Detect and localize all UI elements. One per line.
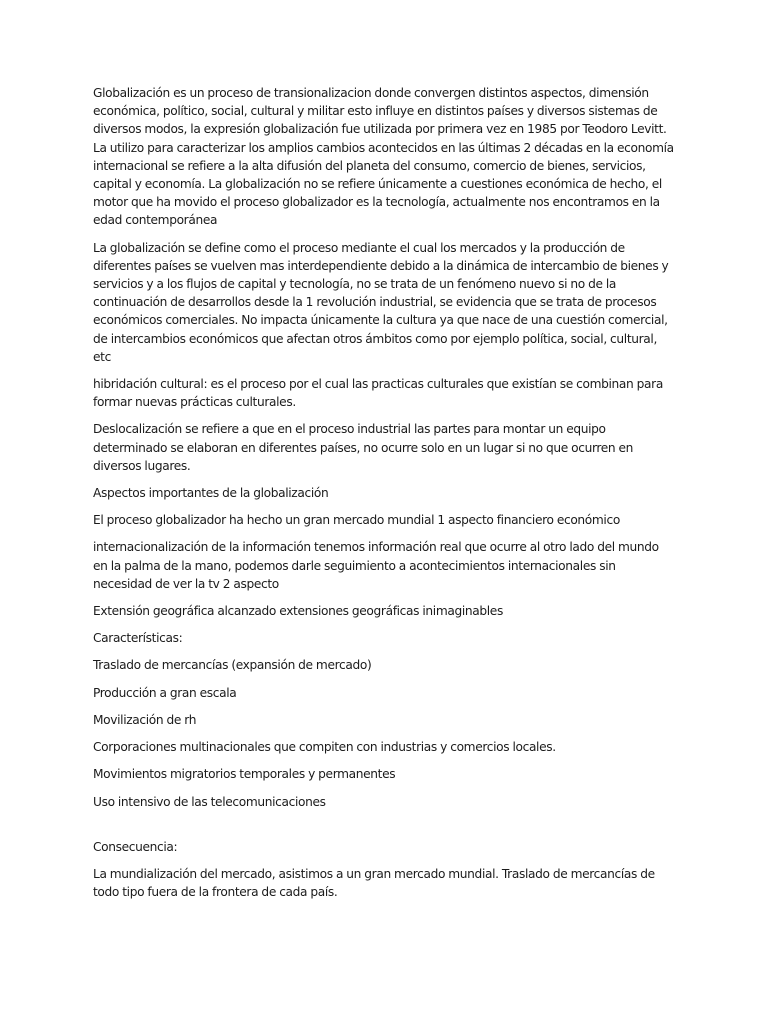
paragraph-extension-geografica: Extensión geográfica alcanzado extensiones geográficas inimaginables — [93, 604, 503, 619]
paragraph-deslocalizacion: Deslocalización se refiere a que en el proceso industrial las partes para montar un equipo determinado se elaboran en diferentes países, no ocurre solo en un lugar si no que ocurren en diversos lugares. — [93, 422, 634, 473]
heading-caracteristicas: Características: — [93, 631, 183, 646]
heading-consecuencia: Consecuencia: — [93, 839, 178, 854]
list-item-movilizacion: Movilización de rh — [93, 712, 197, 727]
list-item-telecomunicaciones: Uso intensivo de las telecomunicaciones — [93, 794, 326, 809]
list-item-corporaciones: Corporaciones multinacionales que compiten con industrias y comercios locales. — [93, 740, 556, 755]
document-page — [93, 84, 675, 910]
paragraph-globalizacion-proceso: La globalización se define como el proceso mediante el cual los mercados y la producción de diferentes países se vuelven mas interdependiente debido a la dinámica de intercambio de bienes y servicios y a los flujos de capital y tecnología, no se trata de un fenómeno nuevo si no de la continuación de desarrollos desde la 1 revolución industrial, se evidencia que se trata de procesos económicos comerciales. No impacta únicamente la cultura ya que nace de una cuestión comercial, de intercambios económicos que afectan otros ámbitos como por ejemplo política, social, cultural, etc — [93, 240, 669, 364]
heading-aspectos-importantes: Aspectos importantes de la globalización — [93, 486, 329, 501]
paragraph-mundializacion: La mundialización del mercado, asistimos a un gran mercado mundial. Traslado de mercancías de todo tipo fuera de la frontera de cada país. — [93, 866, 655, 900]
paragraph-aspecto-financiero: El proceso globalizador ha hecho un gran mercado mundial 1 aspecto financiero económico — [93, 513, 620, 528]
list-item-movimientos: Movimientos migratorios temporales y permanentes — [93, 767, 396, 782]
paragraph-hibridacion-cultural: hibridación cultural: es el proceso por el cual las practicas culturales que existían se combinan para formar nuevas prácticas culturales. — [93, 377, 663, 410]
list-item-traslado: Traslado de mercancías (expansión de mercado) — [93, 658, 372, 673]
list-item-produccion: Producción a gran escala — [93, 685, 237, 700]
paragraph-internacionalizacion: internacionalización de la información tenemos información real que ocurre al otro lado del mundo en la palma de la mano, podemos darle seguimiento a acontecimientos internacionales sin necesidad de ver la tv 2 aspecto — [93, 540, 659, 591]
paragraph-globalizacion-definicion: Globalización es un proceso de transionalizacion donde convergen distintos aspectos, dimensión económica, político, social, cultural y militar esto influye en distintos países y diversos sistemas de diversos modos, la expresión globalización fue utilizada por primera vez en 1985 por Teodoro Levitt. La utilizo para caracterizar los amplios cambios acontecidos en las últimas 2 décadas en la economía internacional se refiere a la alta difusión del planeta del consumo, comercio de bienes, servicios, capital y economía. La globalización no se refiere únicamente a cuestiones económica de hecho, el motor que ha movido el proceso globalizador es la tecnología, actualmente nos encontramos en la edad contemporánea — [93, 86, 674, 228]
